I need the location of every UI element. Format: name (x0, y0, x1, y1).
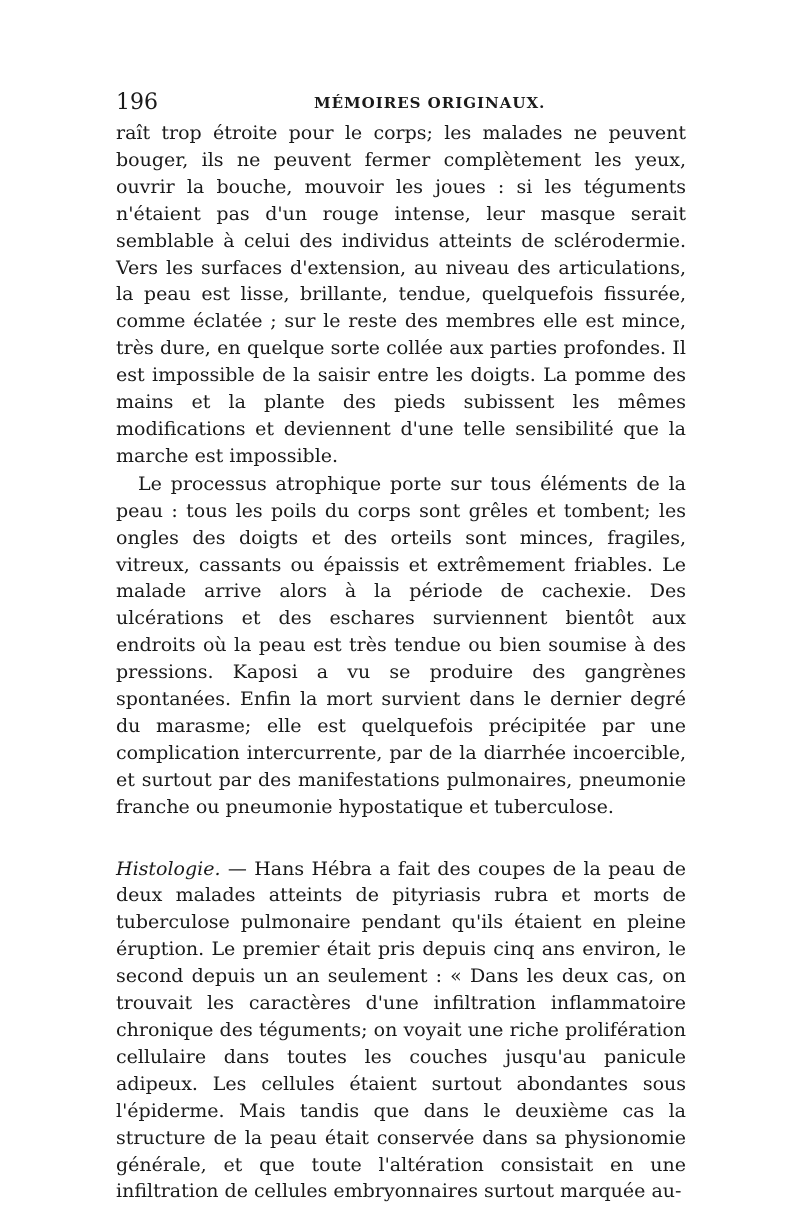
book-page (116, 90, 686, 1205)
paragraph-histology (116, 856, 686, 1206)
page-number: 196 (116, 90, 158, 115)
paragraph-histology-body: — Hans Hébra a fait des coupes de la peau de deux malades atteints de pityriasis rubra et morts de tuberculose pulmonaire pendant qu'ils étaient en pleine éruption. Le premier était pris depuis cinq ans environ, le second depuis un an seulement : « Dans les deux cas, on trouvait les caractères d'une infiltration inflammatoire chronique des téguments; on voyait une riche prolifération cellulaire dans toutes les couches jusqu'au panicule adipeux. Les cellules étaient surtout abondantes sous l'épiderme. Mais tandis que dans le deuxième cas la structure de la peau était conservée dans sa physionomie générale, et que toute l'altération consistait en une infiltration de cellules embryonnaires surtout marquée au- (116, 857, 686, 1203)
paragraph-continued: raît trop étroite pour le corps; les malades ne peuvent bouger, ils ne peuvent fermer complètement les yeux, ouvrir la bouche, mouvoir les joues : si les téguments n'étaient pas d'un rouge intense, leur masque serait semblable à celui des individus atteints de sclérodermie. Vers les surfaces d'extension, au niveau des articulations, la peau est lisse, brillante, tendue, quelquefois fissurée, comme éclatée ; sur le reste des membres elle est mince, très dure, en quelque sorte collée aux parties profondes. Il est impossible de la saisir entre les doigts. La pomme des mains et la plante des pieds subissent les mêmes modifications et deviennent d'une telle sensibilité que la marche est impossible. (116, 122, 686, 467)
running-head (116, 90, 686, 120)
paragraph-atrophic-process: Le processus atrophique porte sur tous éléments de la peau : tous les poils du corps sont grêles et tombent; les ongles des doigts et des orteils sont minces, fragiles, vitreux, cassants ou épaissis et extrêmement friables. Le malade arrive alors à la période de cachexie. Des ulcérations et des eschares surviennent bientôt aux endroits où la peau est très tendue ou bien soumise à des pressions. Kaposi a vu se produire des gangrènes spontanées. Enfin la mort survient dans le dernier degré du marasme; elle est quelquefois précipitée par une complication intercurrente, par de la diarrhée incoercible, et surtout par des manifestations pulmonaires, pneumonie franche ou pneumonie hypostatique et tuberculose. (116, 472, 686, 818)
running-title: MÉMOIRES ORIGINAUX. (314, 94, 546, 112)
section-heading-histologie: Histologie. (116, 857, 221, 880)
